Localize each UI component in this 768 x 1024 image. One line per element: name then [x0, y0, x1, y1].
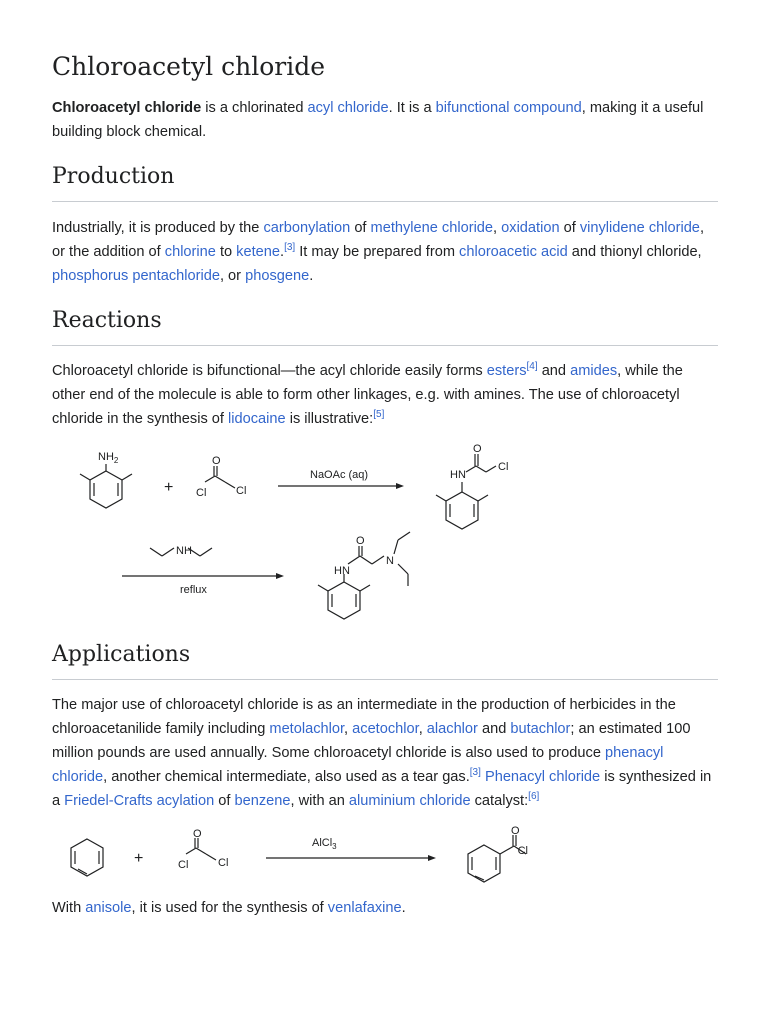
dimethylaniline-structure: [80, 451, 132, 508]
lidocaine-oxygen: O: [356, 535, 365, 547]
heading-reactions: Reactions: [52, 308, 718, 346]
link-chloroacetic-acid[interactable]: chloroacetic acid: [459, 244, 568, 260]
plus-sign: +: [164, 479, 174, 496]
alkyl-chlorine: Cl: [218, 857, 229, 869]
link-phenacyl-chloride[interactable]: phenacyl chloride: [52, 745, 664, 785]
link-aluminium-chloride[interactable]: aluminium chloride: [348, 793, 471, 809]
link-vinylidene-chloride[interactable]: vinylidene chloride: [579, 220, 700, 236]
amide-oxygen: O: [473, 443, 482, 455]
link-phosgene[interactable]: phosgene: [245, 268, 310, 284]
heading-applications: Applications: [52, 642, 718, 680]
link-bifunctional-compound[interactable]: bifunctional compound: [435, 100, 582, 116]
link-venlafaxine[interactable]: venlafaxine: [327, 900, 402, 916]
link-esters[interactable]: esters: [486, 363, 527, 379]
heading-production: Production: [52, 164, 718, 202]
arrow-head-icon: [428, 855, 436, 861]
link-ketene[interactable]: ketene: [236, 244, 280, 260]
reference-3[interactable]: [3]: [284, 242, 296, 254]
reagent-naoac: NaOAc (aq): [310, 469, 369, 481]
benzene-structure: [71, 839, 103, 876]
link-benzene[interactable]: benzene: [234, 793, 291, 809]
link-oxidation[interactable]: oxidation: [501, 220, 560, 236]
link-amides[interactable]: amides: [570, 363, 618, 379]
acyl-chlorine: Cl: [196, 487, 207, 499]
reference-4[interactable]: [4]: [526, 361, 538, 373]
reagent-reflux: reflux: [180, 584, 207, 596]
page-title: Chloroacetyl chloride: [52, 52, 325, 81]
lidocaine-structure: [318, 532, 410, 619]
intro-paragraph: Chloroacetyl chloride is a chlorinated acyl chloride. It is a bifunctional compound, making it a useful building block chemical.: [52, 100, 704, 140]
link-phosphorus-pentachloride[interactable]: phosphorus pentachloride: [52, 268, 220, 284]
ketone-oxygen: O: [511, 825, 520, 837]
lidocaine-n: N: [386, 555, 394, 567]
link-butachlor[interactable]: butachlor: [510, 721, 571, 737]
carbonyl-oxygen: O: [193, 828, 202, 840]
link-metolachlor[interactable]: metolachlor: [269, 721, 345, 737]
link-carbonylation[interactable]: carbonylation: [263, 220, 351, 236]
link-chlorine[interactable]: chlorine: [164, 244, 216, 260]
diethylamine-nh: NH: [176, 545, 192, 557]
link-acetochlor[interactable]: acetochlor: [352, 721, 419, 737]
product-chlorine: Cl: [517, 845, 528, 857]
link-alachlor[interactable]: alachlor: [426, 721, 478, 737]
diethylamine-structure: [150, 545, 212, 557]
link-acyl-chloride[interactable]: acyl chloride: [307, 100, 389, 116]
chloroacetamide-structure: [436, 443, 508, 529]
link-phenacyl-chloride-2[interactable]: Phenacyl chloride: [484, 769, 601, 785]
reference-3[interactable]: [3]: [469, 767, 481, 779]
reagent-alcl3: AlCl$_3$: [312, 837, 337, 851]
plus-sign: +: [134, 850, 144, 867]
chloroacetyl-chloride-structure: [196, 455, 246, 499]
applications-paragraph: The major use of chloroacetyl chloride is as an intermediate in the production of herbicides in the chloroacetanilide family including metolachlor, acetochlor, alachlor and butachlor; an estimated 100 million pounds are used annually. Some chloroacetyl chloride is also used to produce phenacyl chloride, another chemical intermediate, also used as a tear gas.[3] Phenacyl chloride is synthesized in a Friedel-Crafts acylation of benzene, with an aluminium chloride catalyst:[6]: [52, 697, 712, 809]
friedel-crafts-scheme: [70, 824, 530, 894]
amide-chlorine: Cl: [498, 461, 509, 473]
alkyl-chlorine: Cl: [236, 485, 247, 497]
chloroacetyl-chloride-structure: [178, 828, 228, 871]
acyl-chlorine: Cl: [178, 859, 189, 871]
reference-6[interactable]: [6]: [528, 791, 540, 803]
reference-5[interactable]: [5]: [373, 409, 385, 421]
amine-label: $NH_2$: [98, 451, 119, 465]
link-lidocaine[interactable]: lidocaine: [228, 411, 286, 427]
arrow-head-icon: [276, 573, 284, 579]
intro-bold-term: Chloroacetyl chloride: [52, 100, 202, 116]
lidocaine-nh: HN: [334, 565, 350, 577]
link-anisole[interactable]: anisole: [85, 900, 132, 916]
carbonyl-oxygen: O: [212, 455, 221, 467]
phenacyl-chloride-structure: [468, 825, 528, 882]
link-friedel-crafts-acylation[interactable]: Friedel-Crafts acylation: [64, 793, 215, 809]
link-methylene-chloride[interactable]: methylene chloride: [370, 220, 494, 236]
lidocaine-synthesis-scheme: [64, 436, 524, 626]
anisole-paragraph: With anisole, it is used for the synthesis of venlafaxine.: [52, 900, 406, 916]
arrow-head-icon: [396, 483, 404, 489]
amide-nh: HN: [450, 469, 466, 481]
production-paragraph: Industrially, it is produced by the carbonylation of methylene chloride, oxidation of vinylidene chloride, or the addition of chlorine to ketene.[3] It may be prepared from chloroacetic acid and thionyl chloride, phosphorus pentachloride, or phosgene.: [52, 220, 704, 284]
reactions-paragraph: Chloroacetyl chloride is bifunctional—the acyl chloride easily forms esters[4] and amides, while the other end of the molecule is able to form other linkages, e.g. with amines. The use of chloroacetyl chloride in the synthesis of lidocaine is illustrative:[5]: [52, 361, 683, 427]
